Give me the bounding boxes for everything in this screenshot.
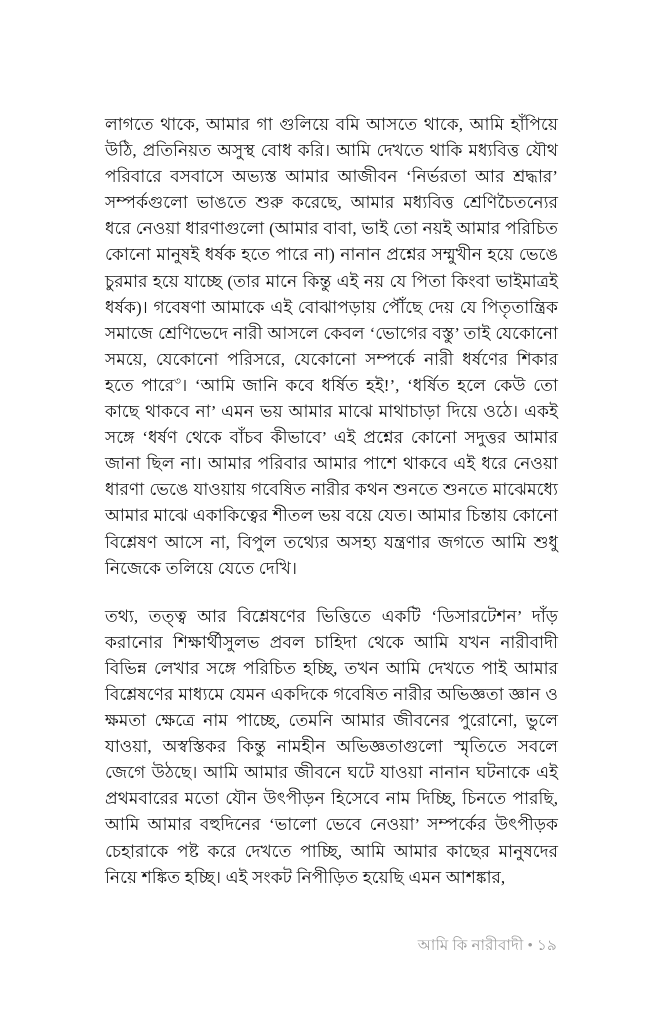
body-paragraph-2: তথ্য, তত্ত্ব আর বিশ্লেষণের ভিত্তিতে একটি ‘ডিসারটেশন’ দাঁড় করানোর শিক্ষার্থীসুলভ প্রবল চাহিদা থেকে আমি যখন নারীবাদী বিভিন্ন লেখার সঙ্গে পরিচিত হচ্ছি, তখন আমি দেখতে পাই আমার বিশ্লেষণের মাধ্যমে যেমন একদিকে গবেষিত নারীর অভিজ্ঞতা জ্ঞান ও ক্ষমতা ক্ষেত্রে নাম পাচ্ছে, তেমনি আমার জীবনের পুরোনো, ভুলে যাওয়া, অস্বস্তিকর কিন্তু নামহীন অভিজ্ঞতাগুলো স্মৃতিতে সবলে জেগে উঠছে। আমি আমার জীবনে ঘটে যাওয়া নানান ঘটনাকে এই প্রথমবারের মতো যৌন উৎপীড়ন হিসেবে নাম দিচ্ছি, চিনতে পারছি, আমি আমার বহুদিনের ‘ভালো ভেবে নেওয়া’ সম্পর্কের উৎপীড়ক চেহারাকে পষ্ট করে দেখতে পাচ্ছি, আমি আমার কাছের মানুষদের নিয়ে শঙ্কিত হচ্ছি। এই সংকট নিপীড়িত হয়েছি এমন আশঙ্কার,	[105, 606, 558, 887]
paragraph-1-text-before-footnote: লাগতে থাকে, আমার গা গুলিয়ে বমি আসতে থাকে, আমি হাঁপিয়ে উঠি, প্রতিনিয়ত অসুস্থ বোধ করি। আমি দেখতে থাকি মধ্যবিত্ত যৌথ পরিবারে বসবাসে অভ্যস্ত আমার আজীবন ‘নির্ভরতা আর শ্রদ্ধার’ সম্পর্কগুলো ভাঙতে শুরু করেছে, আমার মধ্যবিত্ত শ্রেণিচৈতন্যের ধরে নেওয়া ধারণাগুলো (আমার বাবা, ভাই তো নয়ই আমার পরিচিত কোনো মানুষই ধর্ষক হতে পারে না) নানান প্রশ্নের সম্মুখীন হয়ে ভেঙে চুরমার হয়ে যাচ্ছে (তার মানে কিন্তু এই নয় যে পিতা কিংবা ভাইমাত্রই ধর্ষক)। গবেষণা আমাকে এই বোঝাপড়ায় পৌঁছে দেয় যে পিতৃতান্ত্রিক সমাজে শ্রেণিভেদে নারী আসলে কেবল ‘ভোগের বস্তু’ তাই যেকোনো সময়ে, যেকোনো পরিসরে, যেকোনো সম্পর্কে নারী ধর্ষণের শিকার হতে পারে	[105, 115, 558, 395]
footer-page-number: ১৯	[536, 937, 557, 954]
page-footer	[105, 936, 557, 956]
page-text-column	[105, 112, 558, 891]
paragraph-1-text-after-footnote: । ‘আমি জানি কবে ধর্ষিত হই!’, ‘ধর্ষিত হলে কেউ তো কাছে থাকবে না’ এমন ভয় আমার মাঝে মাথাচাড়া দিয়ে ওঠে। একই সঙ্গে ‘ধর্ষণ থেকে বাঁচব কীভাবে’ এই প্রশ্নের কোনো সদুত্তর আমার জানা ছিল না। আমার পরিবার আমার পাশে থাকবে এই ধরে নেওয়া ধারণা ভেঙে যাওয়ায় গবেষিত নারীর কথন শুনতে শুনতে মাঝেমধ্যে আমার মাঝে একাকিত্বের শীতল ভয় বয়ে যেত। আমার চিন্তায় কোনো বিশ্লেষণ আসে না, বিপুল তথ্যের অসহ্য যন্ত্রণার জগতে আমি শুধু নিজেকে তলিয়ে যেতে দেখি।	[105, 375, 558, 578]
body-paragraph-1	[105, 112, 558, 582]
footer-chapter-title: আমি কি নারীবাদী	[417, 937, 524, 954]
footer-bullet-separator-icon: •	[527, 937, 533, 954]
footnote-reference-marker[interactable]: ৩	[174, 376, 182, 388]
